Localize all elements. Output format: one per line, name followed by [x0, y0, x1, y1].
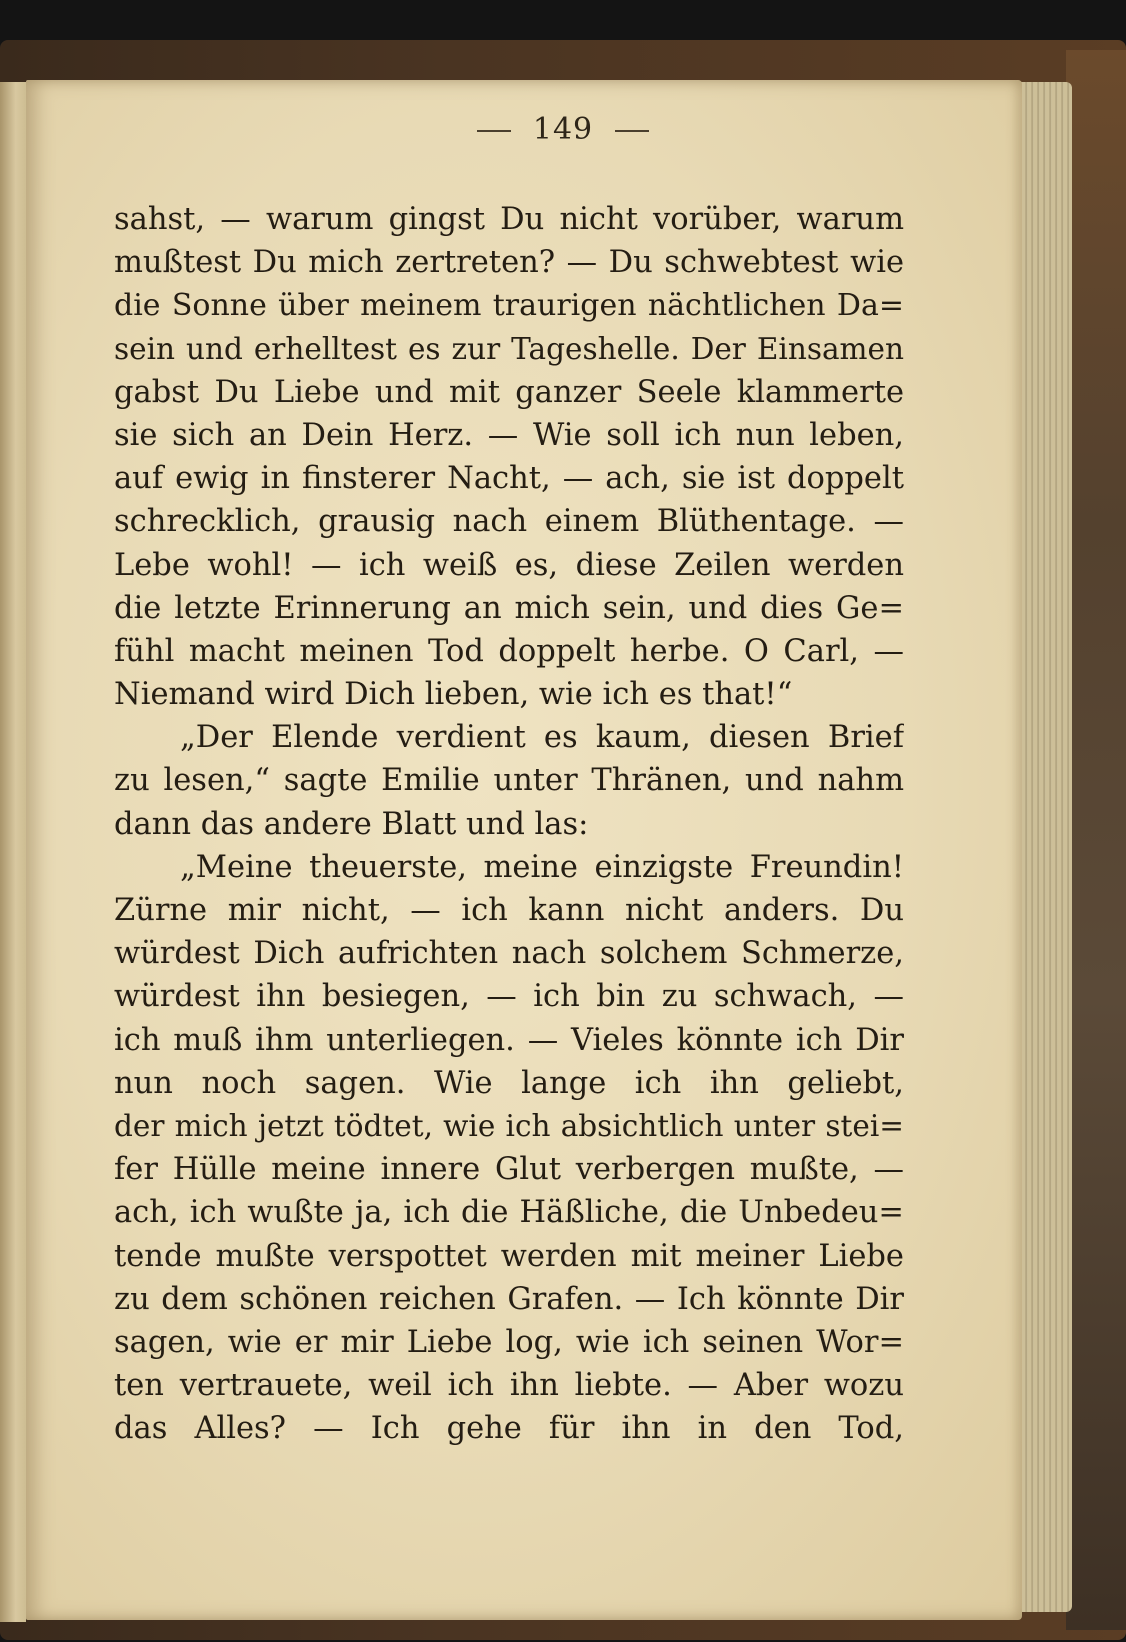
text-line: Lebe wohl! — ich weiß es, diese Zeilen werden [114, 547, 904, 583]
text-line: dann das andere Blatt und las: [114, 806, 589, 842]
text-line: sein und erhelltest es zur Tageshelle. Der Einsamen [114, 331, 904, 366]
text-line: sie sich an Dein Herz. — Wie soll ich nun leben, [114, 417, 904, 453]
text-line: Zürne mir nicht, — ich kann nicht anders. Du [114, 893, 904, 928]
text-line: die Sonne über meinem traurigen nächtlichen Da= [114, 288, 904, 324]
page-number: 149 [532, 112, 594, 147]
text-line: „Der Elende verdient es kaum, diesen Brief [180, 720, 904, 756]
text-line: würdest ihn besiegen, — ich bin zu schwach, — [114, 979, 904, 1015]
text-line: mußtest Du mich zertreten? — Du schwebtest wie [114, 245, 904, 281]
text-line: ten vertrauete, weil ich ihn liebte. — Aber wozu [114, 1368, 904, 1404]
text-line: Niemand wird Dich lieben, wie ich es that!“ [114, 677, 793, 713]
text-line: ach, ich wußte ja, ich die Häßliche, die Unbedeu= [114, 1195, 904, 1231]
text-line: fühl macht meinen Tod doppelt herbe. O Carl, — [114, 633, 904, 669]
text-line: der mich jetzt tödtet, wie ich absichtlich unter stei= [114, 1108, 904, 1143]
text-line: nun noch sagen. Wie lange ich ihn geliebt, [114, 1065, 904, 1101]
text-line: fer Hülle meine innere Glut verbergen mußte, — [114, 1152, 904, 1188]
text-line: tende mußte verspottet werden mit meiner Liebe [114, 1238, 904, 1274]
page-number-header [0, 112, 1126, 147]
page-text [114, 198, 904, 1450]
book-cover-edge [1066, 50, 1126, 1630]
text-line: würdest Dich aufrichten nach solchem Schmerze, [114, 936, 904, 972]
text-line: das Alles? — Ich gehe für ihn in den Tod, [114, 1411, 904, 1447]
text-line: sahst, — warum gingst Du nicht vorüber, warum [114, 202, 904, 237]
previous-page-edge [0, 82, 26, 1622]
text-line: sagen, wie er mir Liebe log, wie ich seinen Wor= [114, 1324, 904, 1360]
text-line: zu dem schönen reichen Grafen. — Ich könnte Dir [114, 1281, 904, 1317]
text-line: zu lesen,“ sagte Emilie unter Thränen, und nahm [114, 763, 904, 799]
header-dash-left [477, 130, 511, 132]
text-line: gabst Du Liebe und mit ganzer Seele klammerte [114, 374, 904, 410]
text-line: „Meine theuerste, meine einzigste Freundin! [180, 849, 904, 885]
header-dash-right [615, 130, 649, 132]
text-line: schrecklich, grausig nach einem Blüthentage. — [114, 504, 904, 540]
text-line: ich muß ihm unterliegen. — Vieles könnte ich Dir [114, 1022, 904, 1058]
text-line: auf ewig in finsterer Nacht, — ach, sie ist doppelt [114, 461, 904, 497]
text-line: die letzte Erinnerung an mich sein, und dies Ge= [114, 590, 904, 626]
